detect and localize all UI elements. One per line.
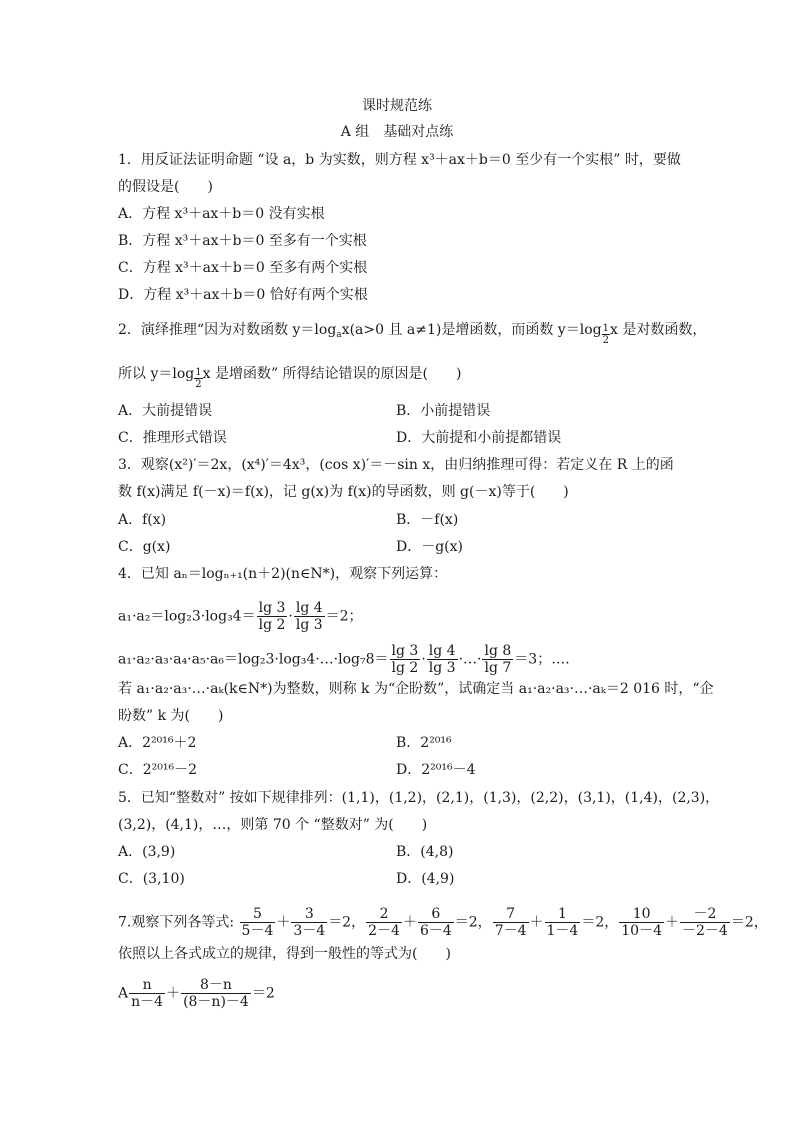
page-title: 课时规范练	[362, 98, 432, 114]
fraction	[181, 977, 251, 1010]
q4-option-b: B．2²⁰¹⁶	[396, 735, 452, 751]
numerator: 5	[240, 906, 276, 923]
equals-two: ＝2，	[454, 914, 492, 931]
equals-two: ＝2，	[328, 914, 366, 931]
q2-option-d: D．大前提和小前提都错误	[396, 430, 562, 446]
half-numerator: 1	[195, 367, 202, 378]
q2-log-base-half	[602, 323, 610, 346]
numerator: －2	[680, 906, 730, 923]
numerator: 3	[291, 906, 327, 923]
fraction	[240, 906, 276, 939]
denominator: 1－4	[546, 923, 579, 939]
q7-option-a	[118, 977, 275, 1010]
fraction	[291, 906, 327, 939]
q2-text-d: 所以 y＝log	[118, 366, 195, 382]
denominator: 10－4	[621, 923, 662, 939]
q3-option-b: B．－f(x)	[396, 512, 459, 528]
q3-stem-line2: 数 f(x)满足 f(－x)＝f(x)，记 g(x)为 f(x)的导函数，则 g(－x)等于( )	[118, 484, 569, 500]
fraction-lg3-lg2	[257, 600, 288, 633]
q5-option-a: A．(3,9)	[118, 844, 176, 860]
q5-option-d: D．(4,9)	[396, 871, 455, 887]
fraction-lg4-lg3	[427, 643, 458, 676]
q2-text-b: x(a>0 且 a≠1)是增函数，而函数 y＝log	[341, 322, 602, 338]
half-denominator: 2	[602, 335, 609, 346]
q4-eq1-result: ＝2；	[325, 608, 363, 625]
q4-option-a: A．2²⁰¹⁶＋2	[118, 735, 197, 751]
dot: ·	[421, 651, 426, 668]
denominator: －2－4	[682, 923, 728, 939]
denominator: 3－4	[293, 923, 326, 939]
plus-sign: ＋	[402, 914, 417, 931]
denominator: lg 3	[295, 617, 323, 633]
fraction-lg8-lg7	[482, 643, 513, 676]
q2-option-c: C．推理形式错误	[118, 430, 227, 446]
q4-eq2-lhs: a₁·a₂·a₃·a₄·a₅·a₆＝log₂3·log₃4·…·log₇8＝	[118, 651, 389, 668]
denominator: 2－4	[368, 923, 400, 939]
numerator: lg 3	[391, 643, 419, 659]
q1-stem-line1: 1．用反证法证明命题 “设 a，b 为实数，则方程 x³＋ax＋b＝0 至少有一个实根” 时，要做	[118, 152, 681, 168]
denominator: lg 2	[258, 617, 286, 633]
equals-two: ＝2，	[730, 914, 768, 931]
denominator: 6－4	[419, 923, 452, 939]
dots: ·…·	[458, 651, 482, 668]
fraction-lg3-lg2	[390, 643, 421, 676]
plus-sign: ＋	[529, 914, 544, 931]
q5-option-b: B．(4,8)	[396, 844, 454, 860]
numerator: 8－n	[181, 977, 251, 994]
q3-stem-line1: 3．观察(x²)′＝2x，(x⁴)′＝4x³，(cos x)′＝－sin x，由归纳推理可得：若定义在 R 上的函	[118, 457, 674, 473]
denominator: lg 3	[428, 660, 456, 676]
q2-text-c: x 是对数函数，	[609, 322, 707, 338]
q1-option-a: A．方程 x³＋ax＋b＝0 没有实根	[118, 206, 325, 222]
equals-two: ＝2	[251, 985, 275, 1002]
numerator: lg 8	[484, 643, 512, 659]
numerator: 6	[418, 906, 454, 923]
denominator: 7－4	[494, 923, 527, 939]
q4-equation-1	[118, 600, 363, 633]
plus-sign: ＋	[166, 985, 181, 1002]
q2-stem-line1	[118, 320, 706, 346]
fraction-lg4-lg3	[294, 600, 325, 633]
denominator: n－4	[131, 994, 164, 1010]
q3-option-d: D．－g(x)	[396, 539, 464, 555]
q2-log-base-a: a	[336, 330, 342, 340]
q4-stem-line4: 盼数” k 为( )	[118, 708, 224, 724]
fraction	[129, 977, 165, 1010]
q7-stem-line1	[118, 906, 768, 939]
q5-stem-line1: 5．已知“整数对” 按如下规律排列：(1,1)，(1,2)，(2,1)，(1,3)，(2,2)，(3,1)，(1,4)，(2,3)，	[118, 790, 720, 806]
q4-equation-2	[118, 643, 570, 676]
numerator: 10	[619, 906, 664, 923]
q1-option-b: B．方程 x³＋ax＋b＝0 至多有一个实根	[118, 233, 367, 249]
numerator: lg 4	[428, 643, 456, 659]
q4-stem-line1: 4．已知 aₙ＝logₙ₊₁(n＋2)(n∈N*)，观察下列运算：	[118, 566, 448, 582]
denominator: 5－4	[241, 923, 274, 939]
q5-stem-line2: (3,2)，(4,1)，…，则第 70 个 “整数对” 为( )	[118, 817, 428, 833]
q2-stem-line2	[118, 364, 462, 390]
fraction	[418, 906, 454, 939]
denominator: lg 7	[484, 660, 512, 676]
fraction	[366, 906, 402, 939]
fraction	[680, 906, 730, 939]
q1-option-d: D．方程 x³＋ax＋b＝0 恰好有两个实根	[118, 287, 368, 303]
q1-stem-line2: 的假设是( )	[118, 179, 213, 195]
q2-option-a: A．大前提错误	[118, 403, 213, 419]
q4-eq2-result: ＝3；….	[514, 651, 570, 668]
option-label: A	[118, 985, 129, 1002]
dot: ·	[288, 608, 293, 625]
fraction	[619, 906, 664, 939]
fraction	[493, 906, 529, 939]
numerator: n	[129, 977, 165, 994]
q1-option-c: C．方程 x³＋ax＋b＝0 至多有两个实根	[118, 260, 368, 276]
group-heading: A 组 基础对点练	[340, 124, 454, 140]
numerator: 1	[545, 906, 581, 923]
q7-stem-line2: 依照以上各式成立的规律，得到一般性的等式为( )	[118, 946, 451, 962]
half-numerator: 1	[602, 323, 609, 334]
half-denominator: 2	[195, 379, 202, 390]
numerator: lg 4	[295, 600, 323, 616]
plus-sign: ＋	[665, 914, 679, 931]
q5-option-c: C．(3,10)	[118, 871, 185, 887]
q7-lead: 7.观察下列各等式:	[118, 914, 239, 931]
denominator: lg 2	[391, 660, 419, 676]
q2-log-base-half-2	[194, 367, 202, 390]
q3-option-c: C．g(x)	[118, 539, 171, 555]
q2-text-a: 2．演绎推理“因为对数函数 y＝log	[118, 322, 337, 338]
numerator: 7	[493, 906, 529, 923]
q4-eq1-lhs: a₁·a₂＝log₂3·log₃4＝	[118, 608, 256, 625]
q2-option-b: B．小前提错误	[396, 403, 491, 419]
fraction	[545, 906, 581, 939]
q4-option-c: C．2²⁰¹⁶－2	[118, 762, 197, 778]
plus-sign: ＋	[276, 914, 291, 931]
denominator: (8－n)－4	[183, 994, 249, 1010]
q3-option-a: A．f(x)	[118, 512, 167, 528]
q4-option-d: D．2²⁰¹⁶－4	[396, 762, 476, 778]
equals-two: ＝2，	[581, 914, 619, 931]
numerator: 2	[366, 906, 402, 923]
q4-stem-line3: 若 a₁·a₂·a₃·…·aₖ(k∈N*)为整数，则称 k 为“企盼数”，试确定当 a₁·a₂·a₃·…·aₖ＝2 016 时，“企	[118, 681, 714, 697]
numerator: lg 3	[258, 600, 286, 616]
q2-text-e: x 是增函数” 所得结论错误的原因是( )	[202, 366, 462, 382]
